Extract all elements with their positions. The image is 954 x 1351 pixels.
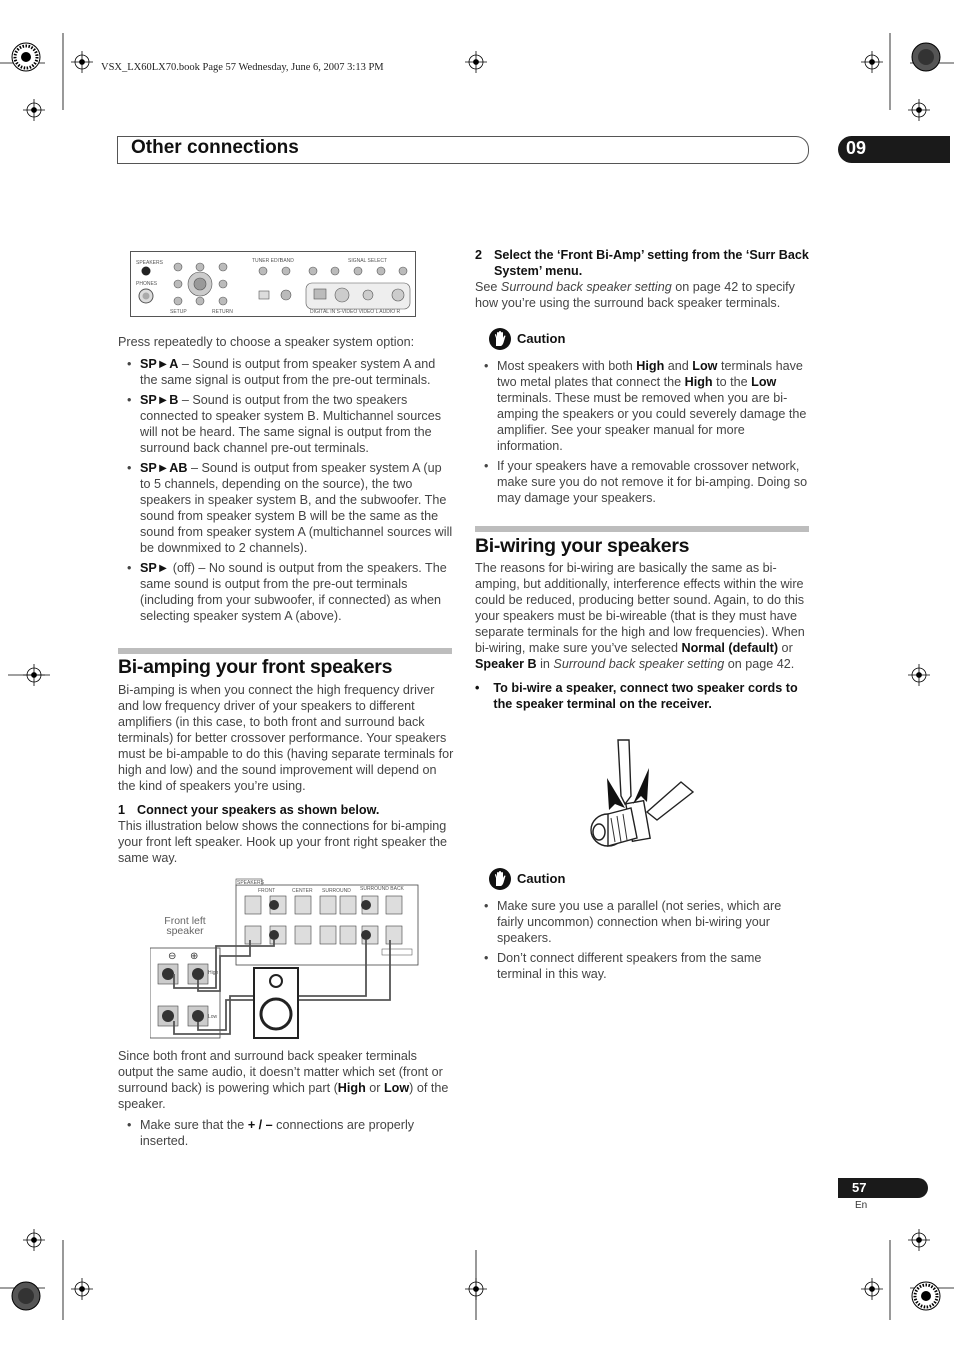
biamp-connection-figure bbox=[150, 876, 420, 1040]
left-column bbox=[118, 334, 454, 628]
panel-signal-select: SIGNAL SELECT bbox=[348, 258, 387, 264]
list-item: • Don’t connect different speakers from the same terminal in this way. bbox=[475, 950, 809, 982]
after-figure-text bbox=[118, 1048, 454, 1153]
panel-band: BAND bbox=[280, 258, 294, 264]
caution-label: Caution bbox=[517, 871, 566, 886]
biwire-step bbox=[475, 680, 809, 712]
front-label: FRONT bbox=[258, 888, 276, 894]
step2-italic: Surround back speaker setting bbox=[500, 280, 672, 294]
chapter-number: 09 bbox=[846, 138, 867, 158]
page-title: Other connections bbox=[131, 137, 299, 158]
step2-text-b: on page 42 to specify how you’re using the surround back speaker terminals. bbox=[475, 280, 795, 310]
biwire-or: or bbox=[778, 641, 793, 655]
step2-text-a: See bbox=[475, 280, 501, 294]
list-item: • If your speakers have a removable crossover network, make sure you do not remove it for bi-amping. Doing so may damage your speakers. bbox=[475, 458, 809, 506]
caution-label: Caution bbox=[517, 331, 566, 346]
biwire-in: in bbox=[536, 657, 554, 671]
list-item bbox=[118, 356, 454, 388]
after-high: High bbox=[337, 1081, 366, 1095]
option-label: SP►B bbox=[140, 393, 179, 407]
center-label: CENTER bbox=[292, 888, 313, 894]
low-label: Low bbox=[208, 1014, 218, 1020]
biwire-heading: Bi-wiring your speakers bbox=[475, 535, 690, 557]
svg-text:⊕: ⊕ bbox=[190, 951, 199, 962]
panel-tuner-edit: TUNER EDIT bbox=[252, 258, 282, 264]
hand-icon bbox=[489, 868, 511, 890]
after-text-b: ) of the speaker. bbox=[118, 1081, 449, 1111]
plus-minus: + / – bbox=[247, 1118, 273, 1132]
caution-text: terminals. These must be removed when you are bi-amping the speakers or you could severely damage the amplifier. See your speaker manual for more information. bbox=[497, 391, 807, 453]
caution-high: High bbox=[684, 375, 713, 389]
caution-heading bbox=[489, 328, 809, 350]
after-low: Low bbox=[383, 1081, 410, 1095]
step-text: Connect your speakers as shown below. bbox=[137, 803, 380, 817]
make-sure-a: Make sure that the bbox=[140, 1118, 248, 1132]
biwire-normal: Normal (default) bbox=[681, 641, 779, 655]
after-text-a: Since both front and surround back speaker terminals output the same audio, it doesn’t matter which set (front or surround back) is powering which part ( bbox=[118, 1049, 443, 1095]
caution-list-2 bbox=[475, 898, 809, 982]
front-panel-figure bbox=[130, 251, 416, 317]
svg-text:⊖: ⊖ bbox=[168, 951, 177, 962]
step-1 bbox=[118, 802, 454, 818]
section-rule bbox=[475, 526, 809, 532]
list-item bbox=[118, 560, 454, 624]
biamp-heading: Bi-amping your front speakers bbox=[118, 656, 393, 678]
book-line: VSX_LX60LX70.book Page 57 Wednesday, June 6, 2007 3:13 PM bbox=[101, 62, 384, 73]
panel-phones-label: PHONES bbox=[136, 281, 158, 287]
surround-label: SURROUND bbox=[322, 888, 351, 894]
biwire-terminal-figure bbox=[585, 738, 700, 850]
surround-back-label: SURROUND BACK bbox=[360, 886, 404, 892]
panel-inputs: DIGITAL IN S-VIDEO VIDEO L AUDIO R bbox=[310, 309, 401, 315]
list-item bbox=[118, 1117, 454, 1149]
caution-low: Low bbox=[751, 375, 777, 389]
list-item bbox=[118, 460, 454, 556]
option-label: SP►A bbox=[140, 357, 179, 371]
step-number: 2 bbox=[475, 248, 483, 262]
option-text: – Sound is output from speaker system A and the same signal is output from the pre-out terminals. bbox=[140, 357, 436, 387]
step-number: 1 bbox=[118, 803, 126, 817]
caution-section-2 bbox=[475, 868, 809, 986]
caution-text: and bbox=[664, 359, 693, 373]
list-item bbox=[475, 358, 809, 454]
right-column bbox=[475, 247, 809, 510]
option-text: – Sound is output from speaker system A (up to 5 channels, depending on the source), the two speakers in speaker system B, and the subwoofer. The sound from speaker system B will be the same as the sound from speaker system A (multichannel sources will be downmixed to 2 channels). bbox=[140, 461, 453, 555]
step2-paragraph bbox=[475, 279, 809, 311]
caution-text: to the bbox=[712, 375, 752, 389]
section-rule bbox=[118, 648, 452, 654]
bullet: • bbox=[475, 681, 480, 695]
high-label: High bbox=[208, 970, 219, 976]
option-text: (off) – No sound is output from the speakers. The same sound is output from the pre-out terminals (including from your subwoofer, if connected) as when selecting speaker system A (above). bbox=[140, 561, 447, 623]
caution-heading bbox=[489, 868, 809, 890]
option-label: SP►AB bbox=[140, 461, 188, 475]
caution-low: Low bbox=[692, 359, 718, 373]
biwire-step-text: To bi-wire a speaker, connect two speaker cords to the speaker terminal on the receiver. bbox=[493, 681, 798, 711]
page-language: En bbox=[855, 1200, 868, 1211]
biwire-speakerb: Speaker B bbox=[475, 657, 537, 671]
biamp-section bbox=[118, 682, 454, 866]
step1-paragraph: This illustration below shows the connections for bi-amping your front left speaker. Hook up your front right speaker the same way. bbox=[118, 819, 448, 865]
speakers-label: SPEAKERS bbox=[237, 880, 264, 886]
intro-text: Press repeatedly to choose a speaker system option: bbox=[118, 335, 415, 349]
step-text: Select the ‘Front Bi-Amp’ setting from the ‘Surr Back System’ menu. bbox=[494, 248, 809, 278]
caution-text: Most speakers with both bbox=[497, 359, 637, 373]
page-number: 57 bbox=[852, 1180, 867, 1195]
option-label: SP► bbox=[140, 561, 170, 575]
biwire-section bbox=[475, 560, 809, 712]
make-sure-b: connections are properly inserted. bbox=[140, 1118, 415, 1148]
option-text: – Sound is output from the two speakers connected to speaker system B. Multichannel sources will not be heard. The same signal is output from the surround back channel pre-out terminals. bbox=[140, 393, 442, 455]
make-sure-list bbox=[118, 1117, 454, 1149]
biwire-italic: Surround back speaker setting bbox=[553, 657, 725, 671]
biwire-end: on page 42. bbox=[724, 657, 795, 671]
list-item bbox=[118, 392, 454, 456]
biwire-text-a: The reasons for bi-wiring are basically the same as bi-amping, but additionally, interference effects within the wire could be reduced, producing better sound. Again, to do this your speakers must be bi-wireable (that is they must have separate terminals for the high and low frequencies). When bi-wiring, make sure you’ve selected bbox=[475, 561, 805, 655]
caution-high: High bbox=[636, 359, 665, 373]
panel-return: RETURN bbox=[212, 309, 233, 315]
panel-speakers-label: SPEAKERS bbox=[136, 260, 163, 266]
after-paragraph bbox=[118, 1048, 454, 1112]
after-or: or bbox=[365, 1081, 384, 1095]
biwire-paragraph bbox=[475, 560, 809, 672]
step-2 bbox=[475, 247, 809, 279]
panel-setup: SETUP bbox=[170, 309, 187, 315]
biamp-paragraph: Bi-amping is when you connect the high frequency driver and low frequency driver of your speakers to different amplifiers (in this case, to both front and surround back terminals) for better crossover performance. Your speakers must be bi-ampable to do this (having separate terminals for high and low) and the sound improvement will depend on the kind of speakers you’re using. bbox=[118, 683, 454, 793]
caution-text: terminals have two metal plates that connect the bbox=[497, 359, 803, 389]
front-left-speaker-label: Front left speaker bbox=[164, 915, 206, 937]
speaker-option-list bbox=[118, 356, 454, 624]
list-item: • Make sure you use a parallel (not series, which are fairly uncommon) connection when bi-wiring your speakers. bbox=[475, 898, 809, 946]
caution-list-1 bbox=[475, 358, 809, 506]
hand-icon bbox=[489, 328, 511, 350]
